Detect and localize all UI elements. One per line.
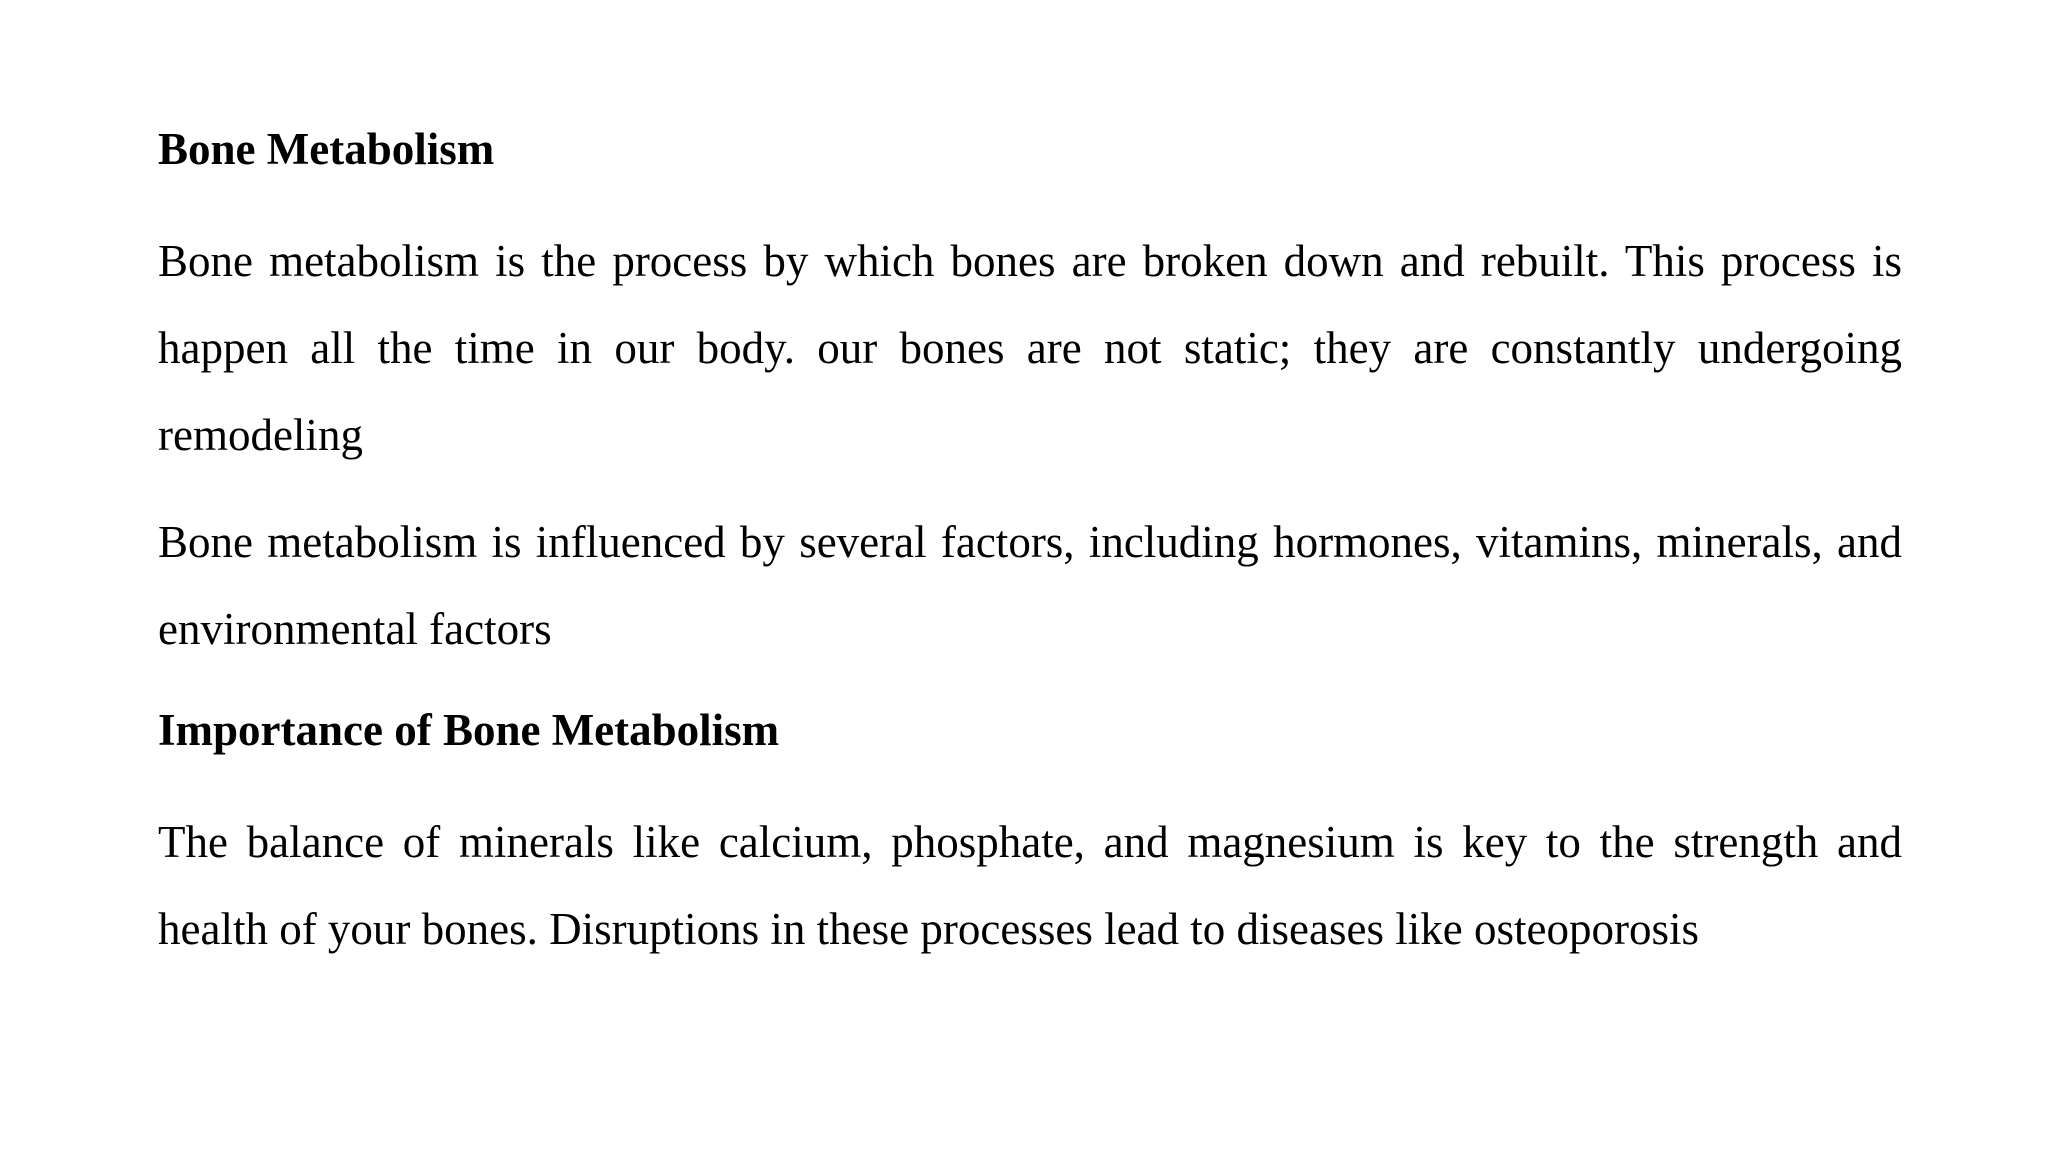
paragraph-bone-metabolism-definition: Bone metabolism is the process by which bones are broken down and rebuilt. This process is happen all the time in our body. our bones are not static; they are constantly undergoing remodeling [158,236,1902,460]
document-page [158,112,1902,973]
section-heading-bone-metabolism: Bone Metabolism [158,124,495,174]
paragraph-importance-minerals: The balance of minerals like calcium, phosphate, and magnesium is key to the strength and health of your bones. Disruptions in these processes lead to diseases like osteoporosis [158,817,1902,954]
paragraph-bone-metabolism-factors: Bone metabolism is influenced by several factors, including hormones, vitamins, minerals, and environmental factors [158,517,1902,654]
section-heading-importance: Importance of Bone Metabolism [158,705,780,755]
